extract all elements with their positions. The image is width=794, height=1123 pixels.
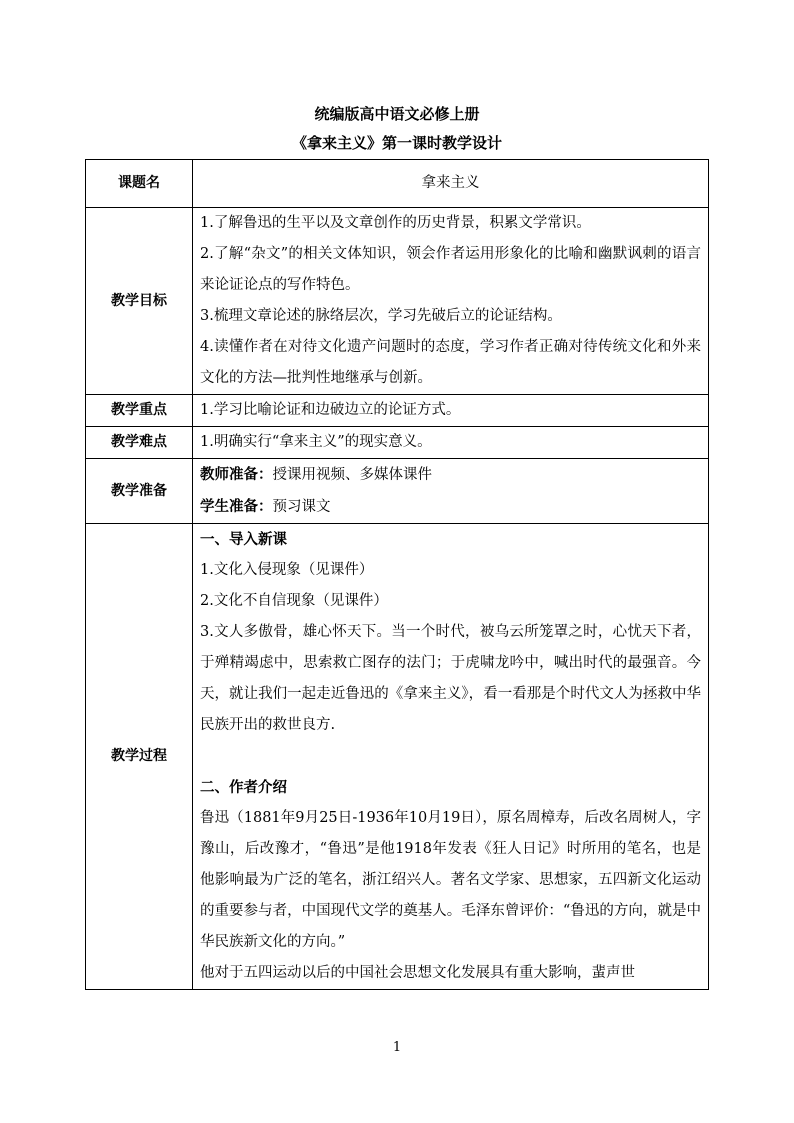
row-topic [86, 160, 709, 208]
topic-value: 拿来主义 [193, 160, 709, 208]
document-title: 统编版高中语文必修上册 [314, 105, 480, 123]
document-subtitle: 《拿来主义》第一课时教学设计 [291, 134, 502, 152]
objective-item: 2.了解“杂文”的相关文体知识，领会作者运用形象化的比喻和幽默讽刺的语言来论证论点的写作特色。 [200, 246, 701, 293]
student-preparation [200, 491, 701, 523]
row-key-point [86, 395, 709, 427]
page-number: 1 [392, 1040, 402, 1055]
section-heading: 一、导入新课 [200, 531, 287, 548]
row-preparation [86, 459, 709, 524]
process-item: 2.文化不自信现象（见课件） [200, 593, 388, 609]
process-item: 3.文人多傲骨，雄心怀天下。当一个时代，被乌云所笼罩之时，心忧天下者，于殚精竭虑中，思索救亡图存的法门；于虎啸龙吟中，喊出时代的最强音。今天，就让我们一起走近鲁迅的《拿来主义》，看一看那是个时代文人为拯救中华民族开出的救世良方. [200, 624, 701, 733]
objective-item: 4.读懂作者在对待文化遗产问题时的态度，学习作者正确对待传统文化和外来文化的方法—批判性地继承与创新。 [200, 339, 701, 386]
blank-line [200, 741, 701, 772]
row-objectives [86, 208, 709, 395]
preparation-cell [193, 459, 709, 524]
label-key-point: 教学重点 [86, 395, 193, 427]
objectives-cell [193, 208, 709, 395]
section-heading: 二、作者介绍 [200, 779, 287, 796]
process-cell [193, 524, 709, 990]
teacher-preparation [200, 459, 701, 491]
teacher-preparation-text: 授课用视频、多媒体课件 [272, 467, 432, 483]
label-difficulty: 教学难点 [86, 427, 193, 459]
key-point-text: 1.学习比喻论证和边破边立的论证方式。 [193, 395, 709, 427]
row-difficulty [86, 427, 709, 459]
process-item: 1.文化入侵现象（见课件） [200, 562, 374, 578]
label-process: 教学过程 [86, 524, 193, 990]
student-preparation-text: 预习课文 [272, 499, 331, 515]
label-topic: 课题名 [86, 160, 193, 208]
difficulty-text: 1.明确实行“拿来主义”的现实意义。 [193, 427, 709, 459]
teacher-preparation-label: 教师准备： [200, 466, 273, 483]
objective-item: 1.了解鲁迅的生平以及文章创作的历史背景，积累文学常识。 [200, 215, 591, 231]
label-preparation: 教学准备 [86, 459, 193, 524]
label-objectives: 教学目标 [86, 208, 193, 395]
objective-item: 3.梳理文章论述的脉络层次，学习先破后立的论证结构。 [200, 308, 562, 324]
row-process [86, 524, 709, 990]
author-paragraph: 鲁迅（1881年9月25日-1936年10月19日），原名周樟寿，后改名周树人，字豫山，后改豫才，“鲁迅”是他1918年发表《狂人日记》时所用的笔名，也是他影响最为广泛的笔名，浙江绍兴人。著名文学家、思想家，五四新文化运动的重要参与者，中国现代文学的奠基人。毛泽东曾评价：“鲁迅的方向，就是中华民族新文化的方向。” [200, 810, 701, 950]
author-paragraph: 他对于五四运动以后的中国社会思想文化发展具有重大影响，蜚声世 [200, 965, 635, 981]
lesson-plan-table [85, 159, 709, 990]
student-preparation-label: 学生准备： [200, 498, 273, 515]
